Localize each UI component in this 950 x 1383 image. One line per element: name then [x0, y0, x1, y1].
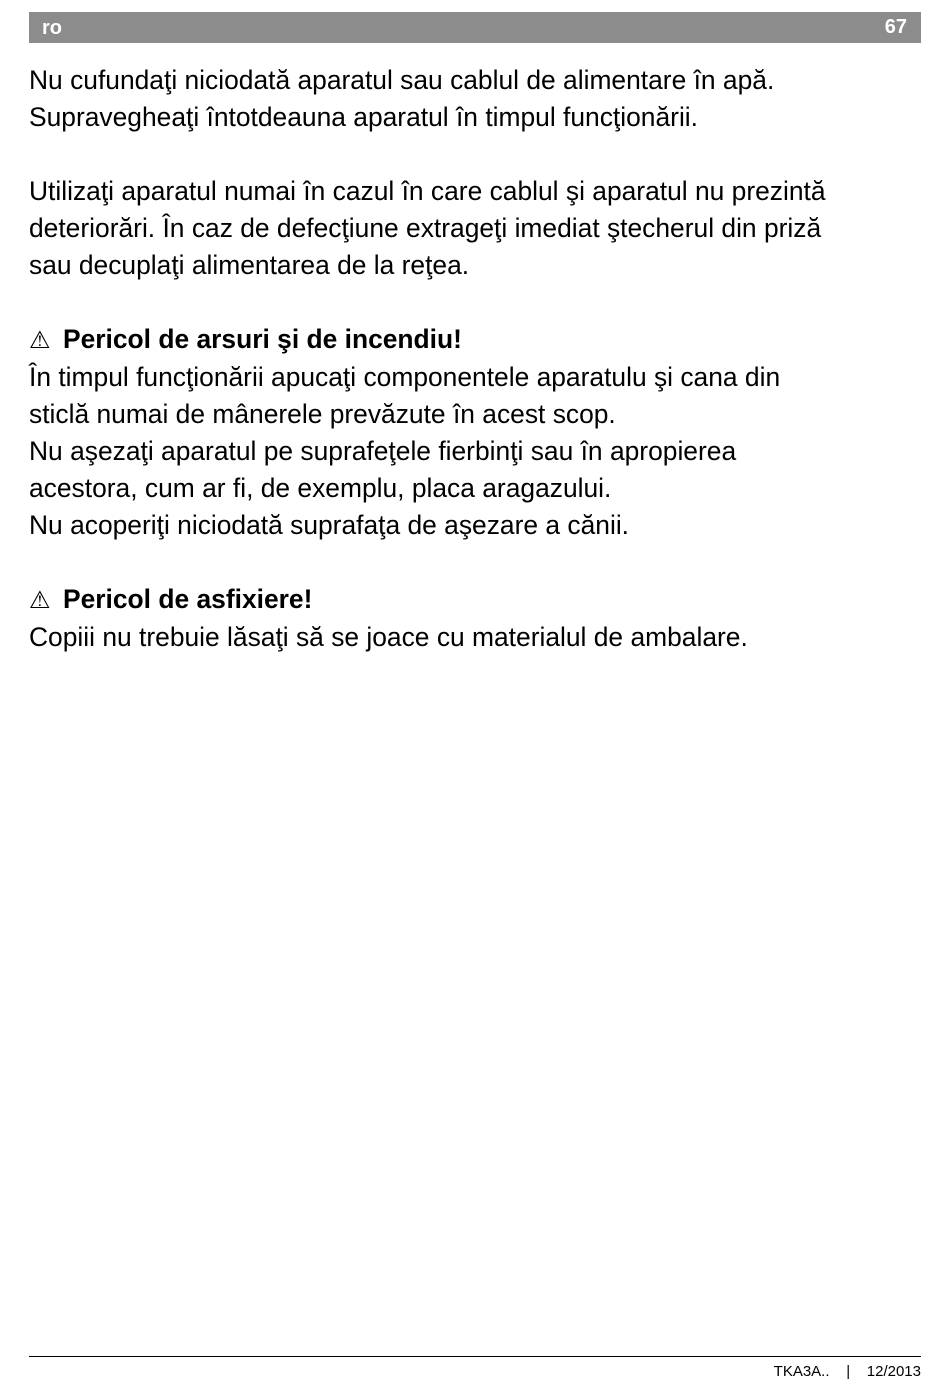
- footer-date: 12/2013: [866, 1363, 921, 1380]
- language-code: ro: [42, 17, 62, 39]
- warning2-line1: Copiii nu trebuie lăsaţi să se joace cu materialul de ambalare.: [29, 622, 748, 652]
- warning-suffocation-heading: [29, 581, 924, 619]
- para2-line2: deteriorări. În caz de defecţiune extrageţi imediat ştecherul din priză: [29, 213, 822, 243]
- document-body: [29, 62, 924, 656]
- page-number: 67: [884, 16, 907, 38]
- para1-line2: Supravegheaţi întotdeauna aparatul în timpul funcţionării.: [29, 102, 699, 132]
- footer-model: TKA3A..: [773, 1363, 830, 1380]
- page-header: [29, 12, 921, 43]
- warning-triangle-icon: ⚠: [29, 326, 51, 354]
- warning-suffocation-title: Pericol de asfixiere!: [63, 584, 313, 614]
- warning-burn-title: Pericol de arsuri şi de incendiu!: [63, 324, 462, 354]
- warning1-line5: Nu acoperiţi niciodată suprafaţa de aşezare a cănii.: [29, 510, 630, 540]
- para1-line1: Nu cufundaţi niciodată aparatul sau cablul de alimentare în apă.: [29, 65, 775, 95]
- para2-line1: Utilizaţi aparatul numai în cazul în care cablul şi aparatul nu prezintă: [29, 176, 826, 206]
- warning1-line1: În timpul funcţionării apucaţi componentele aparatulu şi cana din: [29, 362, 781, 392]
- page-footer: [774, 1363, 921, 1380]
- footer-separator: |: [846, 1363, 851, 1380]
- warning1-line4: acestora, cum ar fi, de exemplu, placa aragazului.: [29, 473, 612, 503]
- footer-divider: [29, 1356, 921, 1357]
- warning1-line3: Nu aşezaţi aparatul pe suprafeţele fierbinţi sau în apropierea: [29, 436, 737, 466]
- warning1-line2: sticlă numai de mânerele prevăzute în acest scop.: [29, 399, 616, 429]
- warning-burn-heading: [29, 321, 924, 359]
- warning-triangle-icon: ⚠: [29, 586, 51, 614]
- para2-line3: sau decuplaţi alimentarea de la reţea.: [29, 250, 470, 280]
